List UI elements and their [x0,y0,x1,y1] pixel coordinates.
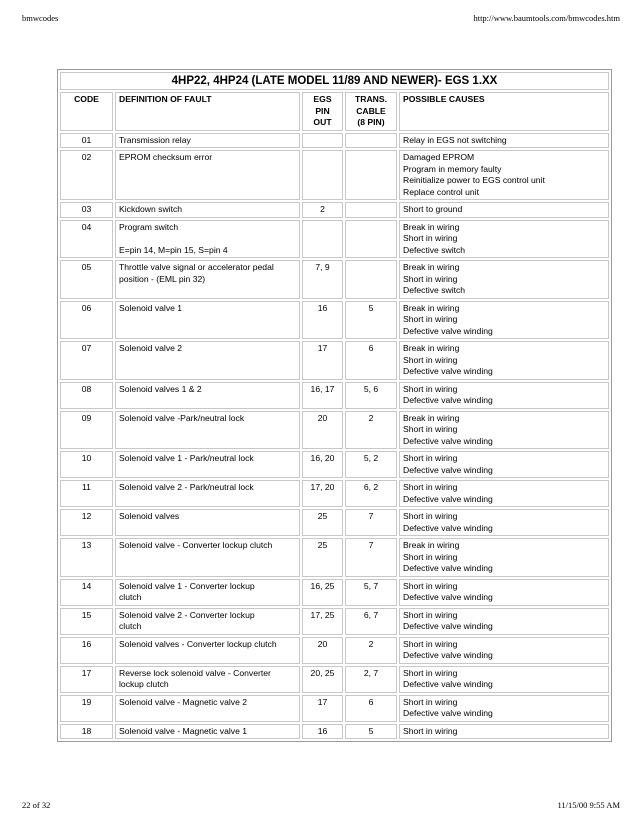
trans-cable-cell: 2, 7 [345,666,397,693]
definition-line: Solenoid valves 1 & 2 [119,383,202,394]
definition-cell [115,480,300,507]
table-row [60,220,609,259]
cause-line: Defective valve winding [403,592,493,602]
table-row [60,509,609,536]
possible-causes-cell [399,260,609,299]
cause-line: Defective valve winding [403,395,493,405]
definition-cell [115,260,300,299]
cause-line: Break in wiring [403,343,460,353]
header-egs-line: OUT [313,117,332,127]
code-cell: 17 [60,666,113,693]
possible-causes-cell [399,538,609,577]
definition-cell [115,695,300,722]
cause-line: Reinitialize power to EGS control unit [403,175,545,185]
code-cell: 09 [60,411,113,450]
fault-code-table [57,69,612,742]
table-row [60,301,609,340]
possible-causes-cell [399,220,609,259]
egs-pin-cell: 2 [302,202,343,218]
trans-cable-cell: 5 [345,301,397,340]
egs-pin-cell: 16, 17 [302,382,343,409]
fault-code-table-container [57,69,610,742]
definition-line: Solenoid valve - Magnetic valve 1 [119,725,248,736]
definition-cell [115,220,300,259]
table-row [60,538,609,577]
cause-line: Short in wiring [403,551,458,562]
cause-line: Short in wiring [403,383,458,394]
table-row [60,150,609,200]
egs-pin-cell: 16, 20 [302,451,343,478]
header-trans-line: CABLE [356,105,386,116]
table-row [60,133,609,149]
code-cell: 05 [60,260,113,299]
trans-cable-cell: 2 [345,637,397,664]
possible-causes-cell [399,301,609,340]
egs-pin-cell [302,133,343,149]
definition-cell [115,509,300,536]
table-row [60,202,609,218]
definition-line: Solenoid valve 2 [119,343,183,353]
cause-line: Defective valve winding [403,563,493,573]
cause-line: Short to ground [403,204,463,214]
table-title: 4HP22, 4HP24 (LATE MODEL 11/89 AND NEWER)- EGS 1.XX [60,72,609,90]
code-cell: 12 [60,509,113,536]
possible-causes-cell [399,133,609,149]
code-cell: 19 [60,695,113,722]
definition-line: Solenoid valve -Park/neutral lock [119,412,245,423]
cause-line: Short in wiring [403,233,458,243]
definition-line [119,233,296,245]
cause-line: Short in wiring [403,638,458,649]
definition-line: clutch [119,621,142,631]
cause-line: Break in wiring [403,540,460,550]
definition-line: Program switch [119,221,179,232]
code-cell: 14 [60,579,113,606]
definition-line: E=pin 14, M=pin 15, S=pin 4 [119,244,228,255]
definition-cell [115,150,300,200]
page-header-left: bmwcodes [22,13,59,23]
code-cell: 06 [60,301,113,340]
header-egs-pin [302,92,343,131]
cause-line: Replace control unit [403,186,479,197]
trans-cable-cell: 6, 7 [345,608,397,635]
trans-cable-cell [345,202,397,218]
trans-cable-cell [345,133,397,149]
table-title-row [60,72,609,90]
table-row [60,451,609,478]
table-row [60,637,609,664]
possible-causes-cell [399,382,609,409]
cause-line: Break in wiring [403,262,460,272]
code-cell: 02 [60,150,113,200]
trans-cable-cell: 5, 7 [345,579,397,606]
definition-line: Solenoid valve 1 [119,302,183,313]
egs-pin-cell: 20, 25 [302,666,343,693]
definition-line: lockup clutch [119,679,169,689]
cause-line: Short in wiring [403,273,458,284]
definition-cell [115,382,300,409]
egs-pin-cell: 16, 25 [302,579,343,606]
definition-line: position - (EML pin 32) [119,273,206,284]
cause-line: Short in wiring [403,580,458,591]
definition-line: Solenoid valve - Magnetic valve 2 [119,696,248,707]
definition-cell [115,451,300,478]
header-trans-line: (8 PIN) [357,117,385,127]
cause-line: Defective valve winding [403,464,493,475]
possible-causes-cell [399,341,609,380]
table-row [60,341,609,380]
cause-line: Defective valve winding [403,650,493,660]
code-cell: 18 [60,724,113,740]
cause-line: Defective valve winding [403,679,493,689]
page-number: 22 of 32 [22,800,51,810]
code-cell: 13 [60,538,113,577]
cause-line: Short in wiring [403,424,458,434]
code-cell: 03 [60,202,113,218]
header-trans-line: TRANS. [355,94,387,104]
egs-pin-cell: 17 [302,695,343,722]
trans-cable-cell: 6 [345,341,397,380]
definition-cell [115,608,300,635]
definition-line: Solenoid valve - Converter lockup clutch [119,540,273,550]
egs-pin-cell: 16 [302,301,343,340]
trans-cable-cell: 7 [345,538,397,577]
page-header-url[interactable]: http://www.baumtools.com/bmwcodes.htm [473,13,620,23]
cause-line: Short in wiring [403,696,458,707]
definition-line: clutch [119,592,142,602]
egs-pin-cell: 17, 20 [302,480,343,507]
cause-line: Short in wiring [403,667,458,678]
egs-pin-cell: 17, 25 [302,608,343,635]
cause-line: Short in wiring [403,725,458,736]
definition-cell [115,341,300,380]
definition-line: Solenoid valve 1 - Park/neutral lock [119,453,254,463]
egs-pin-cell: 16 [302,724,343,740]
definition-cell [115,411,300,450]
definition-cell [115,579,300,606]
header-trans-cable [345,92,397,131]
egs-pin-cell: 7, 9 [302,260,343,299]
table-row [60,666,609,693]
trans-cable-cell: 7 [345,509,397,536]
definition-cell [115,301,300,340]
definition-cell [115,666,300,693]
cause-line: Relay in EGS not switching [403,134,507,145]
definition-line: Reverse lock solenoid valve - Converter [119,667,271,678]
trans-cable-cell: 5 [345,724,397,740]
egs-pin-cell: 25 [302,538,343,577]
cause-line: Defective switch [403,285,466,295]
header-definition: DEFINITION OF FAULT [115,92,300,131]
code-cell: 07 [60,341,113,380]
cause-line: Defective valve winding [403,708,493,718]
egs-pin-cell: 17 [302,341,343,380]
table-row [60,411,609,450]
definition-cell [115,637,300,664]
definition-cell [115,538,300,577]
trans-cable-cell: 5, 2 [345,451,397,478]
code-cell: 04 [60,220,113,259]
trans-cable-cell [345,260,397,299]
possible-causes-cell [399,202,609,218]
table-row [60,608,609,635]
print-timestamp: 11/15/00 9:55 AM [557,800,620,810]
trans-cable-cell: 5, 6 [345,382,397,409]
code-cell: 08 [60,382,113,409]
header-code: CODE [60,92,113,131]
cause-line: Short in wiring [403,453,458,463]
header-egs-line: EGS [313,94,332,104]
code-cell: 10 [60,451,113,478]
definition-line: Solenoid valves - Converter lockup clutch [119,638,277,649]
possible-causes-cell [399,150,609,200]
trans-cable-cell [345,220,397,259]
header-egs-line: PIN [315,105,330,116]
definition-line: Transmission relay [119,134,191,145]
cause-line: Break in wiring [403,412,460,423]
cause-line: Defective valve winding [403,493,493,504]
egs-pin-cell [302,150,343,200]
definition-line: Solenoid valve 2 - Converter lockup [119,609,255,620]
possible-causes-cell [399,509,609,536]
possible-causes-cell [399,411,609,450]
cause-line: Program in memory faulty [403,163,502,174]
possible-causes-cell [399,480,609,507]
trans-cable-cell [345,150,397,200]
cause-line: Break in wiring [403,221,460,232]
cause-line: Defective switch [403,244,466,255]
possible-causes-cell [399,666,609,693]
table-row [60,260,609,299]
definition-line: Throttle valve signal or accelerator pedal [119,262,274,272]
definition-cell [115,133,300,149]
trans-cable-cell: 2 [345,411,397,450]
possible-causes-cell [399,579,609,606]
trans-cable-cell: 6 [345,695,397,722]
definition-line: Solenoid valve 2 - Park/neutral lock [119,482,254,492]
definition-cell [115,202,300,218]
table-row [60,579,609,606]
cause-line: Short in wiring [403,511,458,521]
egs-pin-cell: 20 [302,637,343,664]
egs-pin-cell [302,220,343,259]
egs-pin-cell: 20 [302,411,343,450]
cause-line: Defective valve winding [403,435,493,446]
egs-pin-cell: 25 [302,509,343,536]
cause-line: Defective valve winding [403,621,493,631]
header-possible-causes: POSSIBLE CAUSES [399,92,609,131]
cause-line: Short in wiring [403,354,458,365]
cause-line: Damaged EPROM [403,152,475,162]
cause-line: Short in wiring [403,314,458,324]
definition-line: Kickdown switch [119,204,183,214]
code-cell: 01 [60,133,113,149]
table-row [60,695,609,722]
code-cell: 15 [60,608,113,635]
cause-line: Defective valve winding [403,325,493,336]
trans-cable-cell: 6, 2 [345,480,397,507]
possible-causes-cell [399,695,609,722]
cause-line: Defective valve winding [403,522,493,533]
table-row [60,724,609,740]
cause-line: Short in wiring [403,609,458,620]
possible-causes-cell [399,637,609,664]
table-header-row [60,92,609,131]
definition-line: Solenoid valve 1 - Converter lockup [119,580,255,591]
code-cell: 11 [60,480,113,507]
definition-line: EPROM checksum error [119,152,213,162]
definition-line: Solenoid valves [119,511,180,521]
code-cell: 16 [60,637,113,664]
table-row [60,382,609,409]
possible-causes-cell [399,724,609,740]
cause-line: Defective valve winding [403,366,493,376]
definition-cell [115,724,300,740]
cause-line: Break in wiring [403,302,460,313]
possible-causes-cell [399,451,609,478]
table-row [60,480,609,507]
cause-line: Short in wiring [403,482,458,492]
possible-causes-cell [399,608,609,635]
